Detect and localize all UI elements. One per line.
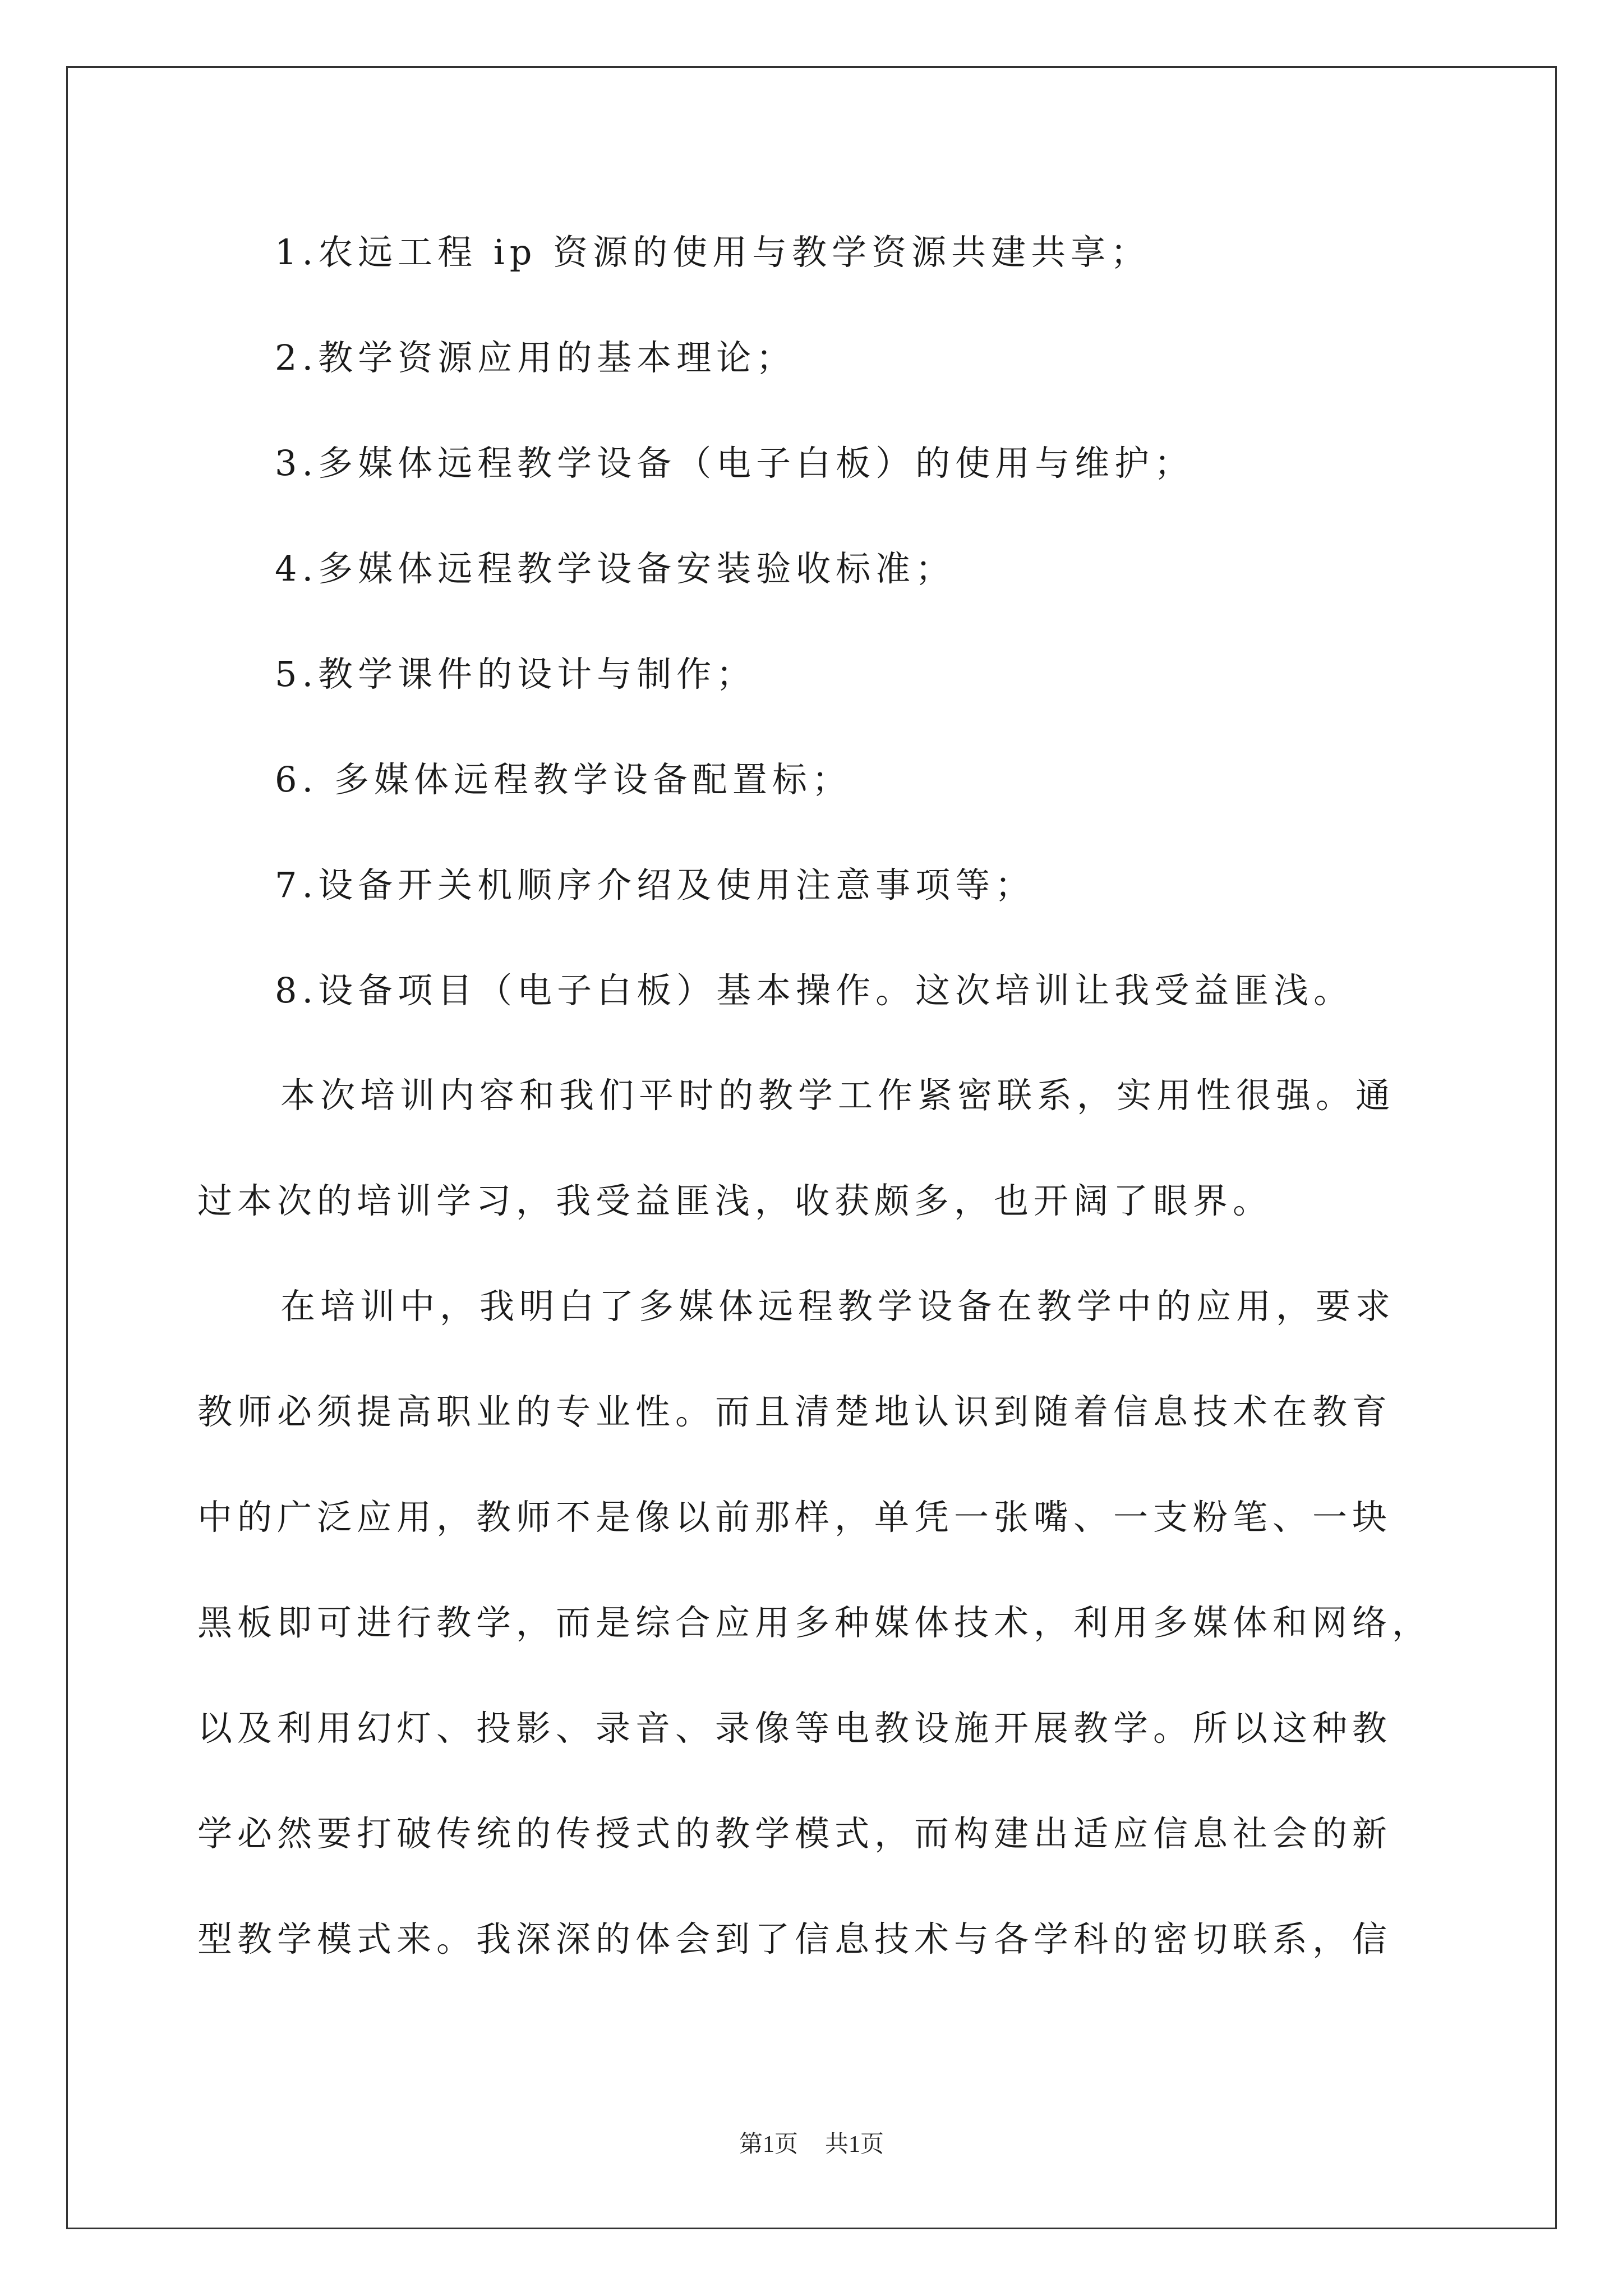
paragraph-2-line-5: 以及利用幻灯、投影、录音、录像等电教设施开展教学。所以这种教 <box>197 1708 1393 1749</box>
paragraph-2-line-7: 型教学模式来。我深深的体会到了信息技术与各学科的密切联系，信 <box>197 1918 1393 1959</box>
page-footer <box>0 2129 1623 2160</box>
paragraph-2-line-6: 学必然要打破传统的传授式的教学模式，而构建出适应信息社会的新 <box>197 1813 1393 1854</box>
list-item-3: 3.多媒体远程教学设备（电子白板）的使用与维护； <box>275 443 1195 484</box>
paragraph-1-line-2: 过本次的培训学习，我受益匪浅，收获颇多，也开阔了眼界。 <box>197 1180 1273 1221</box>
page-border <box>66 66 1557 2229</box>
paragraph-1-line-1: 本次培训内容和我们平时的教学工作紧密联系，实用性很强。通 <box>280 1075 1396 1116</box>
paragraph-2-line-3: 中的广泛应用，教师不是像以前那样，单凭一张嘴、一支粉笔、一块 <box>197 1497 1393 1538</box>
page-number: 第1页 <box>739 2132 798 2157</box>
paragraph-2-line-4: 黑板即可进行教学，而是综合应用多种媒体技术，利用多媒体和网络， <box>197 1602 1432 1643</box>
list-item-6: 6. 多媒体远程教学设备配置标； <box>275 759 852 800</box>
list-item-7: 7.设备开关机顺序介绍及使用注意事项等； <box>275 864 1035 905</box>
page-total: 共1页 <box>825 2132 884 2157</box>
list-item-2: 2.教学资源应用的基本理论； <box>275 337 796 378</box>
paragraph-2-line-2: 教师必须提高职业的专业性。而且清楚地认识到随着信息技术在教育 <box>197 1391 1393 1432</box>
list-item-4: 4.多媒体远程教学设备安装验收标准； <box>275 548 956 589</box>
list-item-5: 5.教学课件的设计与制作； <box>275 654 757 694</box>
list-item-1: 1.农远工程 ip 资源的使用与教学资源共建共享； <box>275 232 1151 273</box>
list-item-8: 8.设备项目（电子白板）基本操作。这次培训让我受益匪浅。 <box>275 970 1354 1011</box>
paragraph-2-line-1: 在培训中，我明白了多媒体远程教学设备在教学中的应用，要求 <box>280 1286 1396 1327</box>
